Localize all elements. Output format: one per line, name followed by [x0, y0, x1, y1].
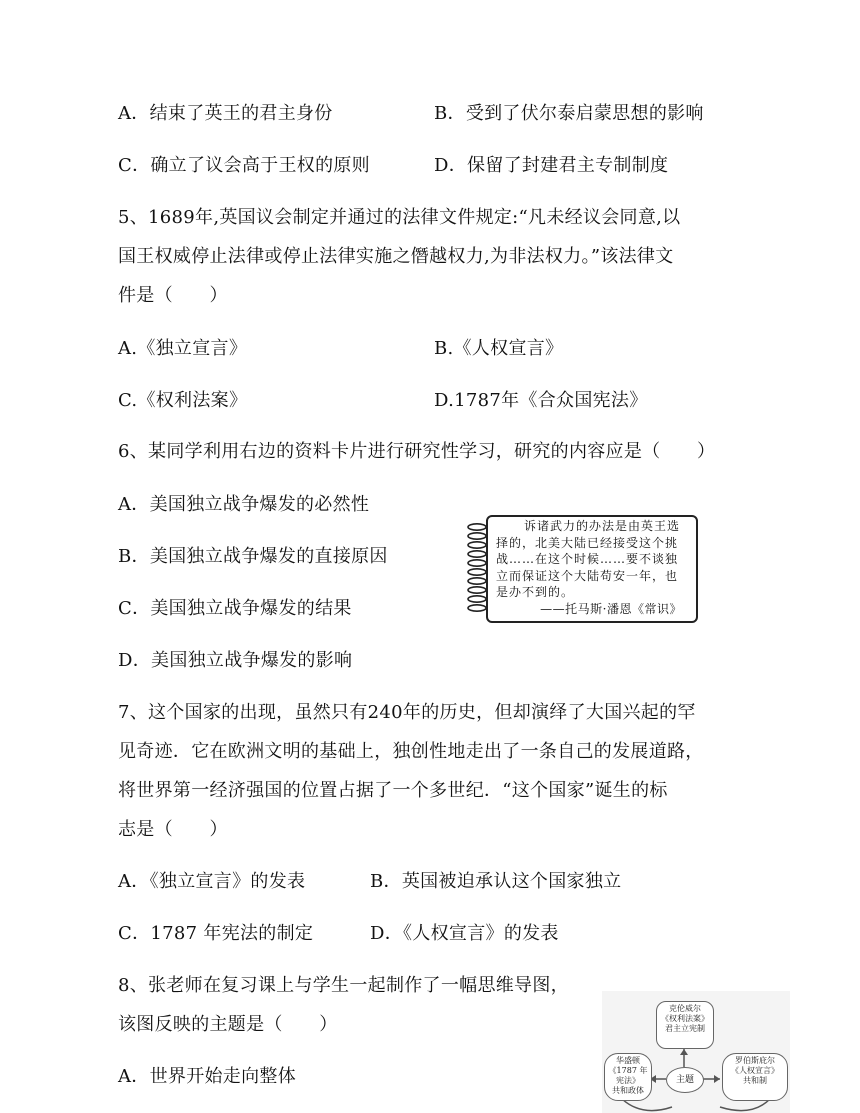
- q7-option-a: A．《独立宣言》的发表: [118, 871, 306, 892]
- node-top-person: 克伦威尔: [669, 1004, 701, 1013]
- q7-stem-line-3: 将世界第一经济强国的位置占据了一个多世纪．“这个国家”诞生的标: [118, 780, 668, 801]
- node-right-system: 共和制: [743, 1076, 767, 1085]
- q6-stem: 6、某同学利用右边的资料卡片进行研究性学习，研究的内容应是（ ）: [118, 441, 716, 462]
- q6-option-c: C．美国独立战争爆发的结果: [118, 598, 352, 619]
- q7-option-c: C．1787 年宪法的制定: [118, 923, 314, 944]
- spiral-binding-icon: [466, 523, 492, 615]
- q5-stem-line-1: 5、1689年,英国议会制定并通过的法律文件规定:“凡未经议会同意,以: [118, 207, 681, 228]
- q8-mind-map: [602, 991, 790, 1113]
- q4-option-a: A．结束了英王的君主身份: [118, 103, 333, 124]
- card-line-2: 择的，北美大陆已经接受这个挑: [496, 535, 679, 550]
- q5-option-b: B.《人权宣言》: [434, 338, 564, 359]
- q7-stem-line-1: 7、这个国家的出现，虽然只有240年的历史，但却演绎了大国兴起的罕: [118, 702, 696, 723]
- node-left-document: 《1787 年宪法》: [608, 1066, 648, 1085]
- q6-option-b: B．美国独立战争爆发的直接原因: [118, 546, 388, 567]
- q7-option-d: D．《人权宣言》的发表: [370, 923, 559, 944]
- q5-option-d: D.1787年《合众国宪法》: [434, 390, 648, 411]
- card-line-4: 立而保证这个大陆苟安一年，也: [496, 568, 679, 583]
- q7-stem-line-2: 见奇迹．它在欧洲文明的基础上，独创性地走出了一条自己的发展道路，: [118, 741, 704, 762]
- q6-data-card: [466, 515, 696, 621]
- card-source: ——托马斯·潘恩《常识》: [540, 601, 682, 616]
- q7-option-b: B．英国被迫承认这个国家独立: [370, 871, 622, 892]
- q4-option-b: B．受到了伏尔泰启蒙思想的影响: [434, 103, 704, 124]
- node-top-system: 君主立宪制: [665, 1024, 705, 1033]
- mind-map-node-top: [656, 1001, 714, 1049]
- q4-option-d: D．保留了封建君主专制制度: [434, 155, 669, 176]
- q8-stem-line-2: 该图反映的主题是（ ）: [118, 1014, 338, 1035]
- card-line-5: 是办不到的。: [496, 585, 575, 599]
- q8-stem-line-1: 8、张老师在复习课上与学生一起制作了一幅思维导图，: [118, 975, 569, 996]
- q6-option-d: D．美国独立战争爆发的影响: [118, 650, 353, 671]
- q5-option-c: C.《权利法案》: [118, 390, 248, 411]
- mind-map-node-right: [722, 1053, 788, 1101]
- card-line-1: 诉诸武力的办法是由英王选: [524, 519, 681, 533]
- q5-option-a: A.《独立宣言》: [118, 338, 248, 359]
- mind-map-node-left: [604, 1053, 652, 1101]
- q7-stem-line-4: 志是（ ）: [118, 819, 228, 840]
- node-right-document: 《人权宣言》: [731, 1066, 779, 1075]
- q6-option-a: A．美国独立战争爆发的必然性: [118, 494, 370, 515]
- node-top-document: 《权利法案》: [661, 1014, 709, 1023]
- card-line-3: 战……在这个时候……要不谈独: [496, 552, 679, 566]
- q8-option-a: A．世界开始走向整体: [118, 1066, 296, 1087]
- q4-option-c: C．确立了议会高于王权的原则: [118, 155, 370, 176]
- node-left-system: 共和政体: [612, 1086, 644, 1095]
- q5-stem-line-3: 件是（ ）: [118, 285, 228, 306]
- card-text: [496, 518, 690, 617]
- node-right-person: 罗伯斯庇尔: [735, 1056, 775, 1065]
- node-left-person: 华盛顿: [616, 1056, 640, 1065]
- q5-stem-line-2: 国王权威停止法律或停止法律实施之僭越权力,为非法权力。”该法律文: [118, 246, 674, 267]
- mind-map-center-node: 主题: [666, 1067, 704, 1093]
